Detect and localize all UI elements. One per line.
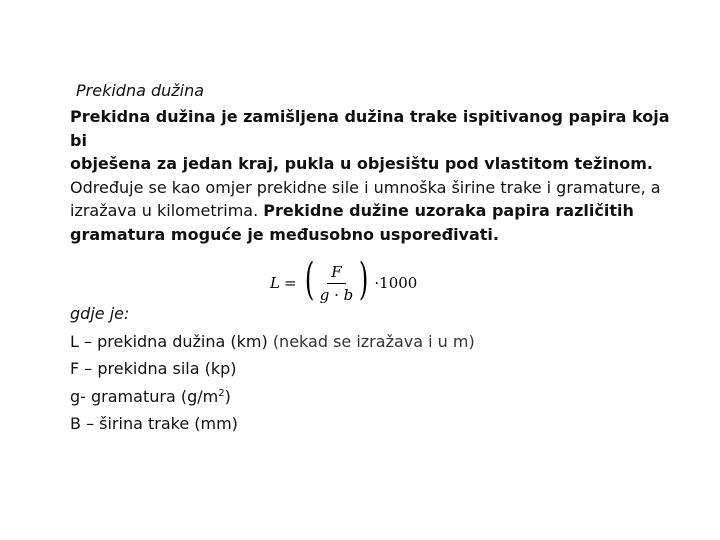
legend-item-g-after: )	[224, 386, 231, 406]
legend-item-l-text: L – prekidna dužina (km)	[70, 331, 273, 351]
legend-item-l	[70, 328, 475, 356]
definition-line-2: obješena za jedan kraj, pukla u objesištu pod vlastitom težinom.	[70, 154, 653, 173]
formula-equals: =	[283, 274, 297, 292]
legend-item-l-note: (nekad se izražava i u m)	[272, 331, 475, 351]
formula-fraction	[316, 263, 358, 304]
definition-line-1: Prekidna dužina je zamišljena dužina trake ispitivanog papira koja bi	[70, 107, 670, 150]
formula-close-paren: )	[359, 254, 369, 305]
legend-item-g-text: g- gramatura (g/m	[70, 386, 219, 406]
formula-open-paren: (	[304, 254, 314, 305]
legend-item-f: F – prekidna sila (kp)	[70, 359, 237, 378]
formula-legend	[70, 300, 475, 438]
formula-numerator: F	[327, 263, 345, 284]
definition-line-4: izražava u kilometrima.	[70, 201, 264, 220]
definition-line-5: gramatura moguće je međusobno uspoređivati.	[70, 224, 499, 244]
formula-multiplier: ·1000	[374, 274, 418, 292]
legend-item-b: B – širina trake (mm)	[70, 414, 238, 433]
formula-denominator: g · b	[319, 285, 354, 304]
legend-item-g	[70, 383, 475, 411]
formula-lhs: L	[270, 274, 280, 292]
legend-intro: gdje je:	[70, 304, 130, 323]
slide-heading: Prekidna dužina	[76, 81, 205, 100]
definition-line-3: Određuje se kao omjer prekidne sile i umnoška širine trake i gramature, a	[70, 177, 661, 197]
definition-paragraph	[70, 105, 680, 246]
definition-line-4-bold: Prekidne dužine uzoraka papira različitih	[263, 201, 634, 220]
legend-item-g-sup: 2	[218, 387, 225, 399]
